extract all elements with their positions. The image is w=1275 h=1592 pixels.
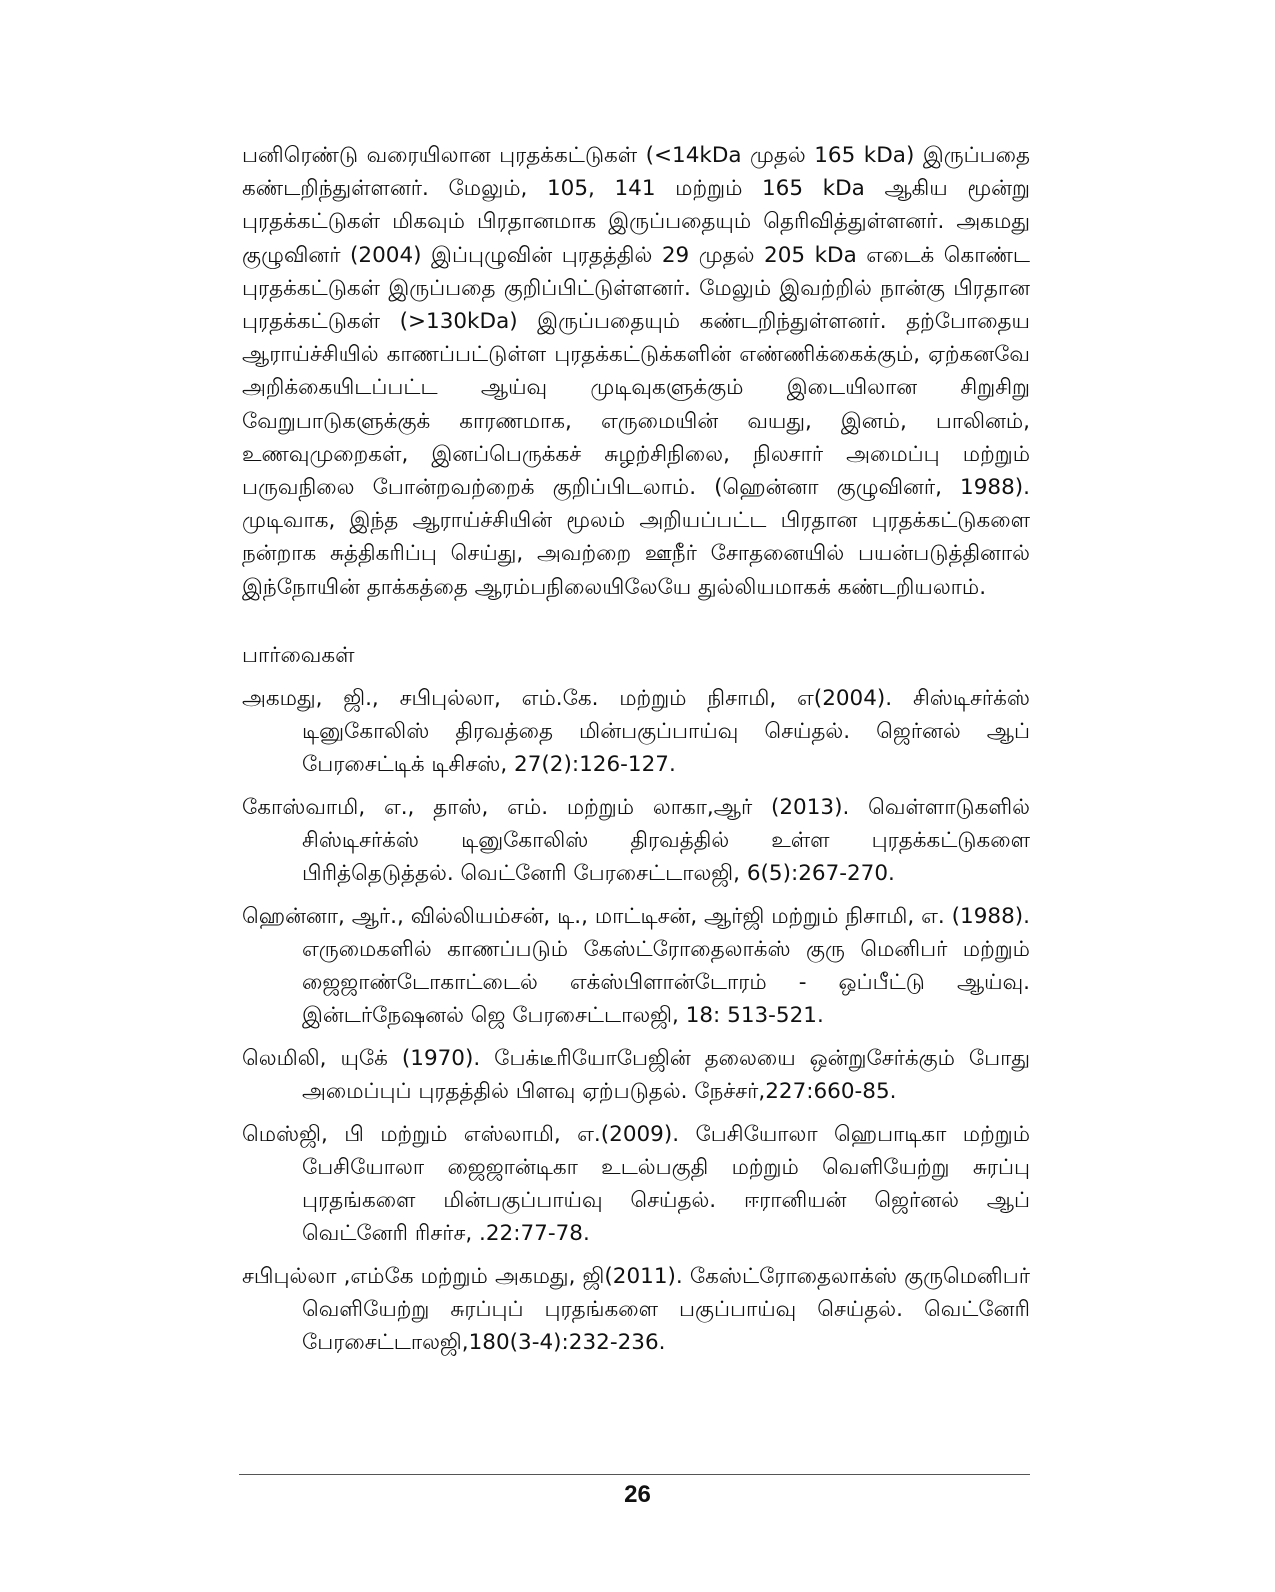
footer-divider: [239, 1474, 1030, 1475]
reference-item: லெமிலி, யுகே் (1970). பேக்டீரியோபேஜின் தலையை ஒன்றுசேர்க்கும் போது அமைப்புப் புரதத்தில் பிளவு ஏற்படுதல். நேச்சர்,227:660-85.: [242, 1045, 1030, 1104]
reference-item: ஹென்னா, ஆர்., வில்லியம்சன், டி., மாட்டிசன், ஆர்ஜி மற்றும் நிசாமி, எ. (1988). எருமைகளில் காணப்படும் கேஸ்ட்ரோதைலாக்ஸ் குரு மெனிபர் மற்றும் ஜைஜாண்டோகாட்டைல் எக்ஸ்பிளான்டோரம் - ஒப்பீட்டு ஆய்வு. இன்டர்நேஷனல் ஜெ பேரசைட்டாலஜி, 18: 513-521.: [242, 903, 1030, 1028]
body-paragraph: பனிரெண்டு வரையிலான புரதக்கட்டுகள் (<14kDa முதல் 165 kDa) இருப்பதை கண்டறிந்துள்ளனர். மேலும், 105, 141 மற்றும் 165 kDa ஆகிய மூன்று புரதக்கட்டுகள் மிகவும் பிரதானமாக இருப்பதையும் தெரிவித்துள்ளனர். அகமது குழுவினர் (2004) இப்புழுவின் புரதத்தில் 29 முதல் 205 kDa எடைக் கொண்ட புரதக்கட்டுகள் இருப்பதை குறிப்பிட்டுள்ளனர். மேலும் இவற்றில் நான்கு பிரதான புரதக்கட்டுகள் (>130kDa) இருப்பதையும் கண்டறிந்துள்ளனர். தற்போதைய ஆராய்ச்சியில் காணப்பட்டுள்ள புரதக்கட்டுக்களின் எண்ணிக்கைக்கும், ஏற்கனவே அறிக்கையிடப்பட்ட ஆய்வு முடிவுகளுக்கும் இடையிலான சிறுசிறு வேறுபாடுகளுக்குக் காரணமாக, எருமையின் வயது, இனம், பாலினம், உணவுமுறைகள், இனப்பெருக்கச் சுழற்சிநிலை, நிலசார் அமைப்பு மற்றும் பருவநிலை போன்றவற்றைக் குறிப்பிடலாம். (ஹென்னா குழுவினர், 1988). முடிவாக, இந்த ஆராய்ச்சியின் மூலம் அறியப்பட்ட பிரதான புரதக்கட்டுகளை நன்றாக சுத்திகரிப்பு செய்து, அவற்றை ஊநீர் சோதனையில் பயன்படுத்தினால் இந்நோயின் தாக்கத்தை ஆரம்பநிலையிலேயே துல்லியமாகக் கண்டறியலாம்.: [242, 143, 1030, 600]
references-list: [242, 682, 1030, 1359]
references-heading: பார்வைகள்: [242, 642, 355, 668]
reference-item: கோஸ்வாமி, எ., தாஸ், எம். மற்றும் லாகா,ஆர் (2013). வெள்ளாடுகளில் சிஸ்டிசர்க்ஸ் டினுகோலிஸ் திரவத்தில் உள்ள புரதக்கட்டுகளை பிரித்தெடுத்தல். வெட்னேரி பேரசைட்டாலஜி, 6(5):267-270.: [242, 794, 1030, 886]
reference-item: மெஸ்ஜி, பி மற்றும் எஸ்லாமி, எ.(2009). பேசியோலா ஹெபாடிகா மற்றும் பேசியோலா ஜைஜான்டிகா உடல்பகுதி மற்றும் வெளியேற்று சுரப்பு புரதங்களை மின்பகுப்பாய்வு செய்தல். ஈரானியன் ஜெர்னல் ஆப் வெட்னேரி ரிசர்ச, .22:77-78.: [242, 1121, 1030, 1246]
page-number: 26: [624, 1481, 651, 1508]
reference-item: அகமது, ஜி., சபிபுல்லா, எம்.கே. மற்றும் நிசாமி, எ(2004). சிஸ்டிசர்க்ஸ் டினுகோலிஸ் திரவத்தை மின்பகுப்பாய்வு செய்தல். ஜெர்னல் ஆப் பேரசைட்டிக் டிசிசஸ், 27(2):126-127.: [242, 685, 1030, 777]
reference-item: சபிபுல்லா ,எம்கே மற்றும் அகமது, ஜி(2011). கேஸ்ட்ரோதைலாக்ஸ் குருமெனிபர் வெளியேற்று சுரப்புப் புரதங்களை பகுப்பாய்வு செய்தல். வெட்னேரி பேரசைட்டாலஜி,180(3-4):232-236.: [242, 1263, 1030, 1355]
page-content: [242, 139, 1030, 1369]
